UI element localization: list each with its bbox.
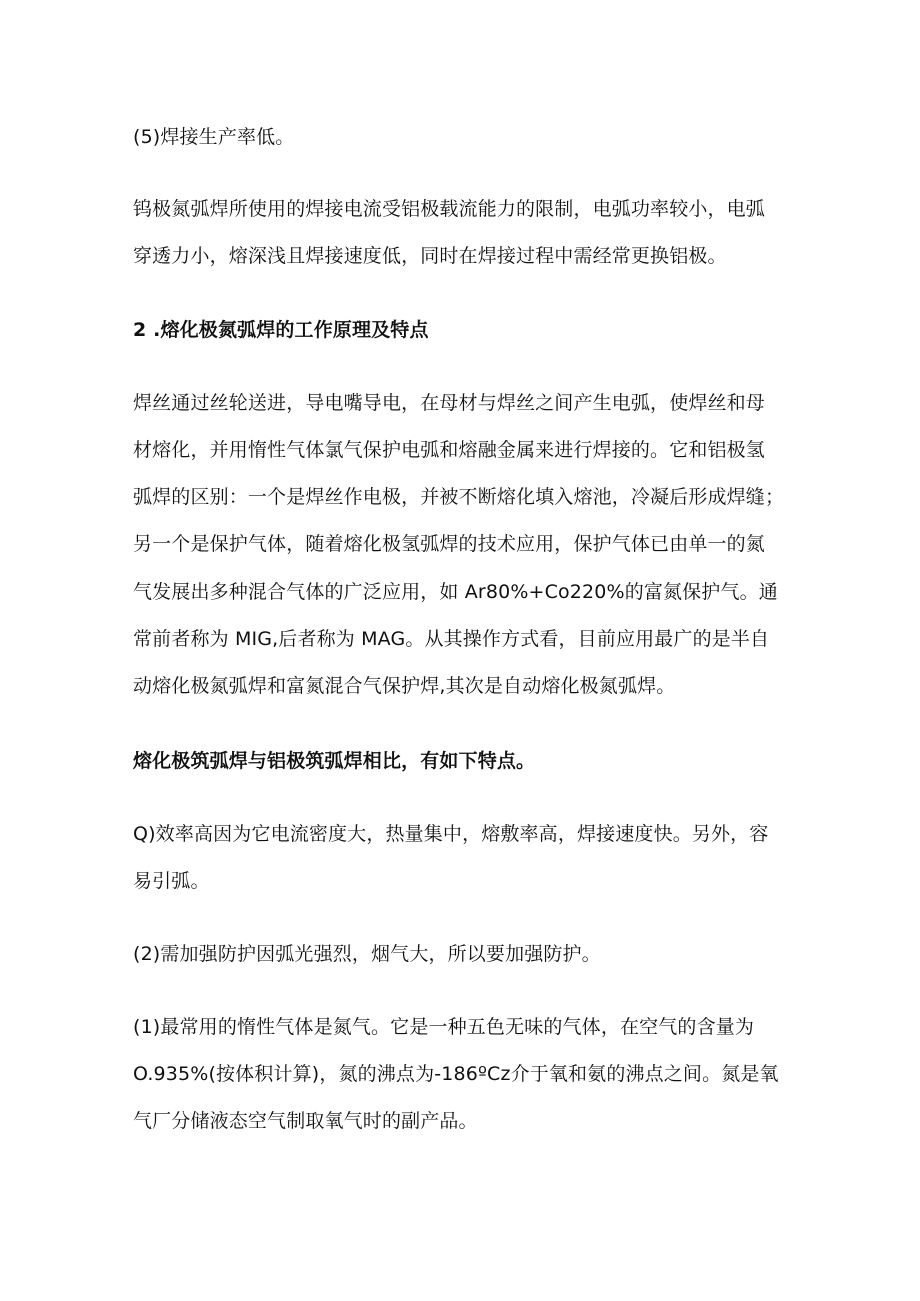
paragraph-line: (2)需加强防护因弧光强烈，烟气大，所以要加强防护。 — [133, 943, 601, 965]
paragraph-line: 常前者称为 MIG,后者称为 MAG。从其操作方式看，目前应用最广的是半自 — [133, 628, 770, 650]
paragraph-line: 动熔化极氮弧焊和富氮混合气保护焊,其次是自动熔化极氮弧焊。 — [133, 675, 676, 697]
paragraph-line: 气发展出多种混合气体的广泛应用，如 Ar80%+Co220%的富氮保护气。通 — [133, 581, 778, 603]
paragraph-line: 弧焊的区别：一个是焊丝作电极，并被不断熔化填入熔池，冷凝后形成焊缝； — [133, 486, 785, 508]
section-heading: 2 .熔化极氮弧焊的工作原理及特点 — [133, 319, 429, 341]
paragraph-line: 材熔化，并用惰性气体氯气保护电弧和熔融金属来进行焊接的。它和铝极氢 — [133, 439, 765, 461]
paragraph-line: (1)最常用的惰性气体是氮气。它是一种五色无味的气体，在空气的含量为 — [133, 1016, 755, 1038]
paragraph-line: 易引弧。 — [133, 870, 210, 892]
paragraph-line: Q)效率高因为它电流密度大，热量集中，熔敷率高，焊接速度快。另外，容 — [133, 823, 769, 845]
paragraph-line: 气厂分储液态空气制取氧气时的副产品。 — [133, 1110, 478, 1132]
paragraph-line: 另一个是保护气体，随着熔化极氢弧焊的技术应用，保护气体已由单一的氮 — [133, 533, 765, 555]
paragraph-line: 穿透力小，熔深浅且焊接速度低，同时在焊接过程中需经常更换铝极。 — [133, 245, 727, 267]
paragraph-line: 钨极氮弧焊所使用的焊接电流受铝极载流能力的限制，电弧功率较小，电弧 — [133, 198, 765, 220]
bold-paragraph: 熔化极筑弧焊与铝极筑弧焊相比，有如下特点。 — [133, 750, 536, 772]
paragraph-line: (5)焊接生产率低。 — [133, 126, 295, 148]
paragraph-line: O.935%(按体积计算)，氮的沸点为-186ºCz介于氧和氨的沸点之间。氮是氧 — [133, 1063, 779, 1085]
paragraph-line: 焊丝通过丝轮送进，导电嘴导电，在母材与焊丝之间产生电弧，使焊丝和母 — [133, 392, 765, 414]
